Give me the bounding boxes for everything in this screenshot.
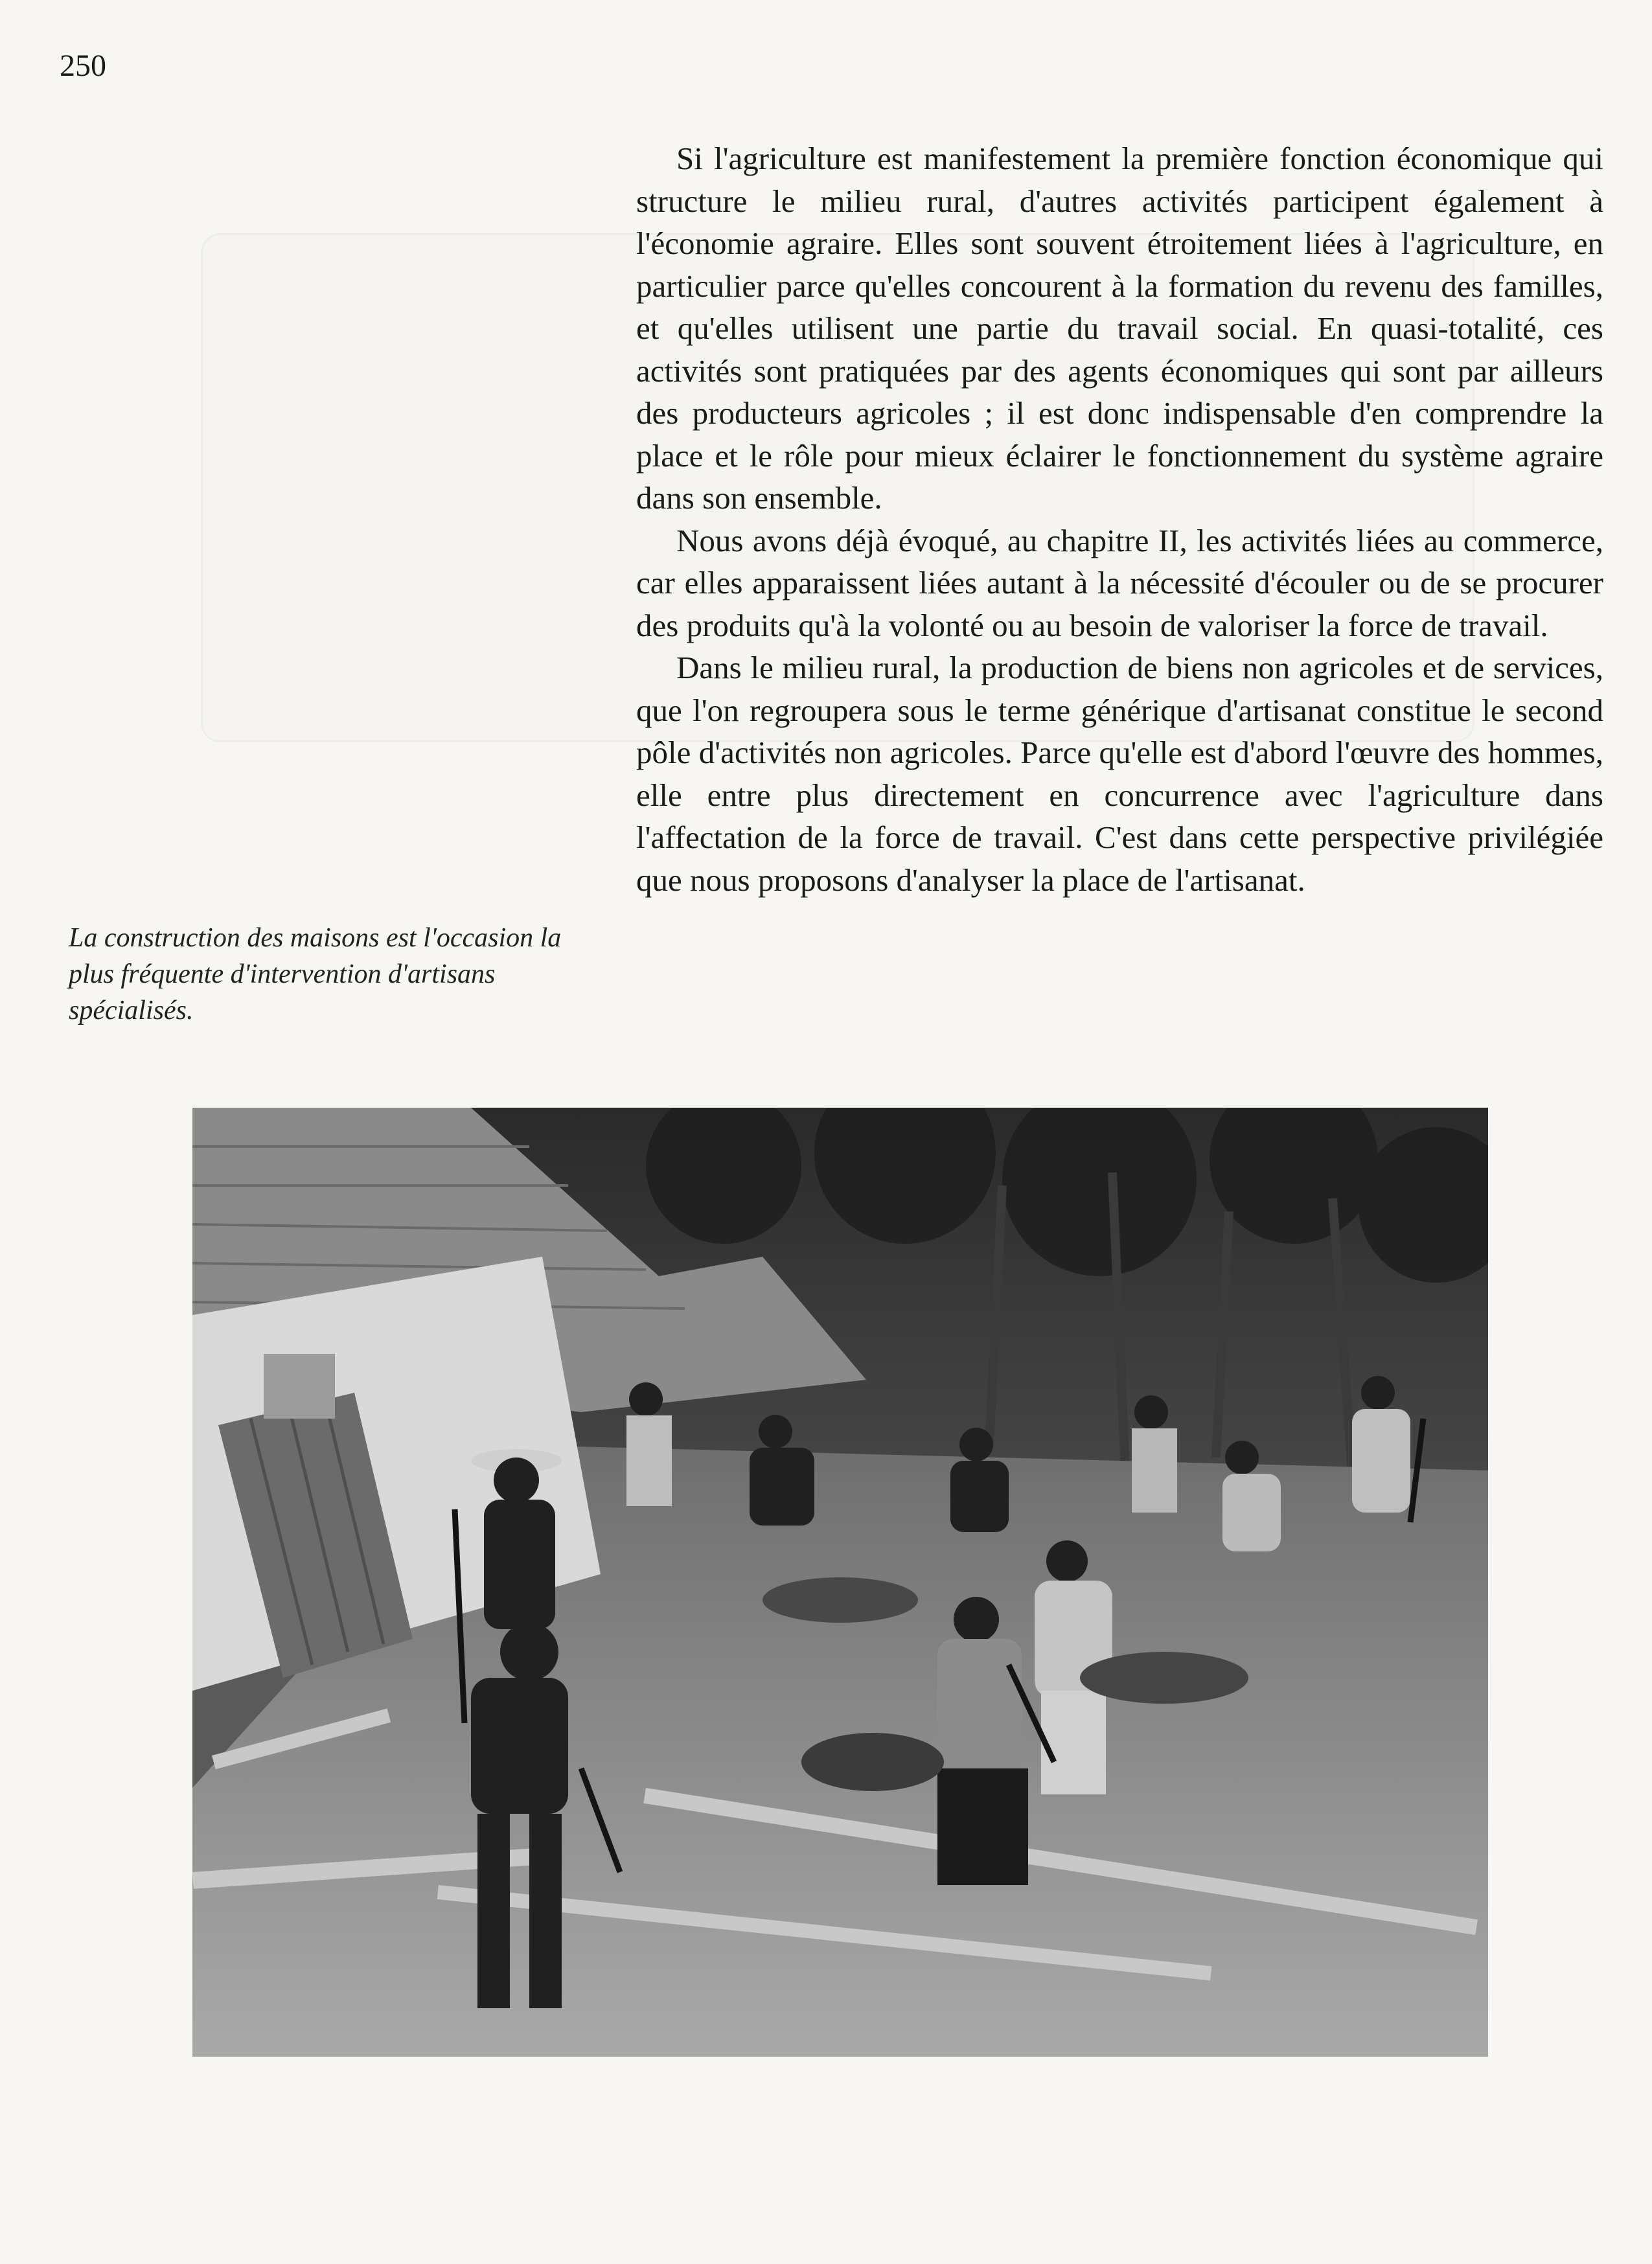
photo-illustration	[192, 1108, 1488, 2057]
paragraph-2: Nous avons déjà évoqué, au chapitre II, les activités liées au commerce, car elles apparaissent liées autant à la nécessité d'écouler ou de se procurer des produits qu'à la volonté ou au besoin de valoriser la force de travail.	[636, 522, 1603, 643]
paragraph-1: Si l'agriculture est manifestement la première fonction économique qui structure le milieu rural, d'autres activités participent également à l'économie agraire. Elles sont souvent étroitement liées à l'agriculture, en particulier parce qu'elles concourent à la formation du revenu des familles, et qu'elles utilisent une partie du travail social. En quasi-totalité, ces activités sont pratiquées par des agents économiques qui sont par ailleurs des producteurs agricoles ; il est donc indispensable d'en comprendre la place et le rôle pour mieux éclairer le fonctionnement du système agraire dans son ensemble.	[636, 141, 1603, 516]
figure-caption: La construction des maisons est l'occasion la plus fréquente d'intervention d'artisans spécialisés.	[69, 923, 562, 1025]
paragraph-3: Dans le milieu rural, la production de biens non agricoles et de services, que l'on regroupera sous le terme générique d'artisanat constitue le second pôle d'activités non agricoles. Parce qu'elle est d'abord l'œuvre des hommes, elle entre plus directement en concurrence avec l'agriculture dans l'affectation de la force de travail. C'est dans cette perspective privilégiée que nous proposons d'analyser la place de l'artisanat.	[636, 650, 1603, 898]
page-number: 250	[60, 49, 106, 83]
body-text	[636, 137, 1603, 901]
house-construction-photo	[192, 1108, 1488, 2057]
